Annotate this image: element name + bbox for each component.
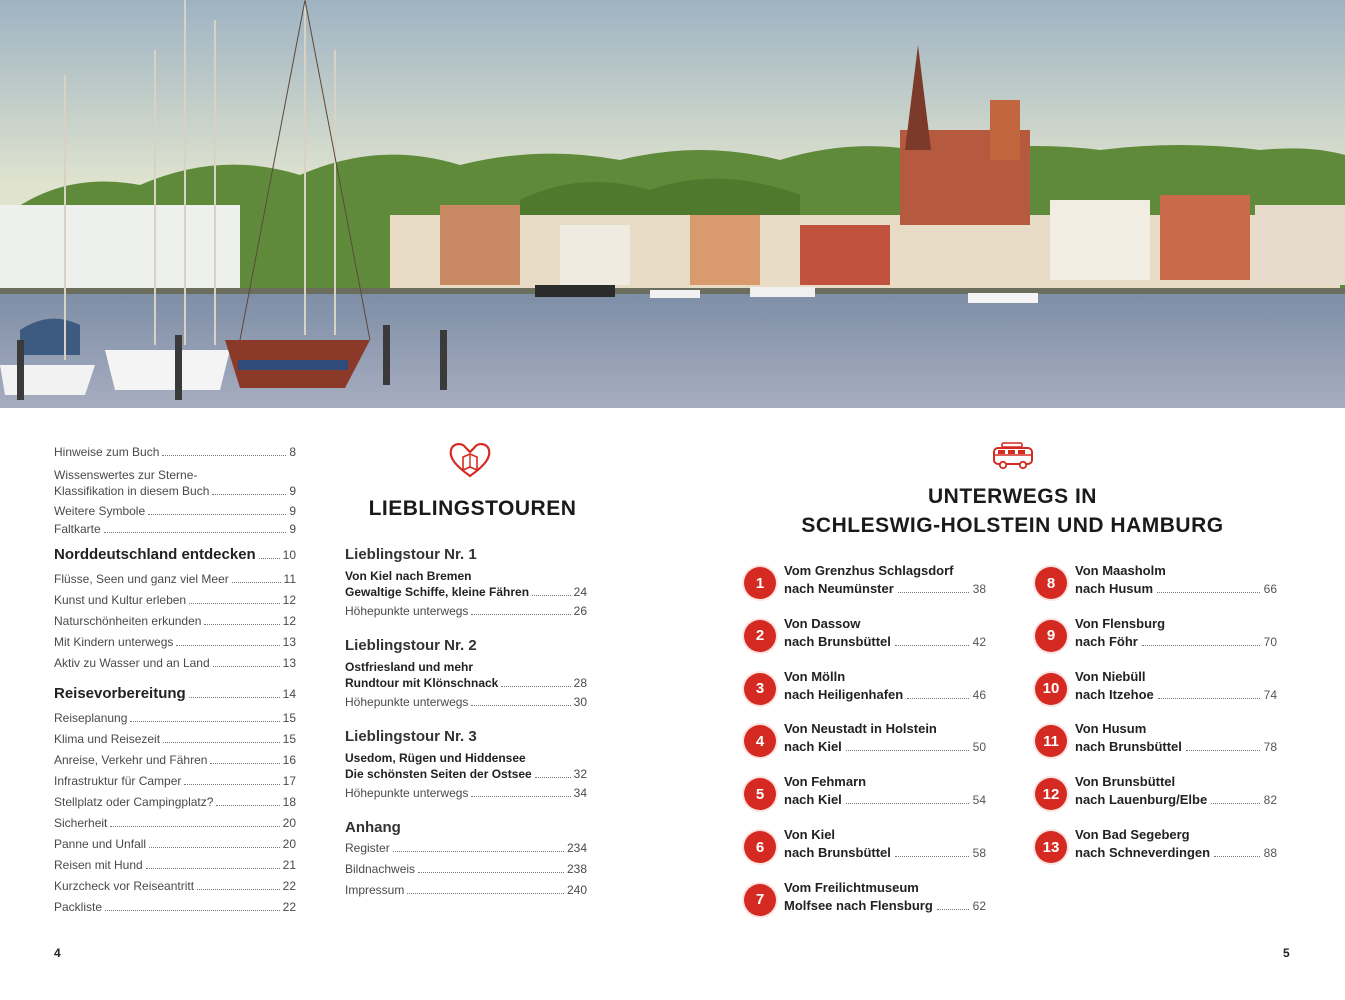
toc-section-heading[interactable]: Reisevorbereitung 14 <box>54 685 296 702</box>
route-number-badge: 13 <box>1035 831 1067 863</box>
toc-entry[interactable]: Anreise, Verkehr und Fähren 16 <box>54 753 296 767</box>
toc-entry[interactable]: Höhepunkte unterwegs 26 <box>345 604 587 618</box>
route-page: 78 <box>1263 740 1277 755</box>
toc-entry[interactable]: Kunst und Kultur erleben 12 <box>54 593 296 607</box>
tour-subtitle: Ostfriesland und mehr <box>345 660 474 674</box>
route-from: Von Neustadt in Holstein <box>784 721 937 737</box>
tour-subtitle: Von Kiel nach Bremen <box>345 569 472 583</box>
toc-entry[interactable]: Flüsse, Seen und ganz viel Meer 11 <box>54 572 296 586</box>
route-entry[interactable] <box>744 880 986 916</box>
camper-van-icon <box>991 441 1035 471</box>
route-entry[interactable] <box>744 616 986 652</box>
tour-title[interactable]: Lieblingstour Nr. 3 <box>345 728 477 745</box>
route-number-badge: 2 <box>744 620 776 652</box>
route-to: nach Brunsbüttel <box>1075 739 1182 755</box>
route-entry[interactable] <box>744 669 986 705</box>
toc-entry[interactable]: Stellplatz oder Campingplatz? 18 <box>54 795 296 809</box>
route-entry[interactable] <box>744 721 986 757</box>
lieblingstouren-heading: LIEBLINGSTOUREN <box>368 497 577 520</box>
route-from: Von Bad Segeberg <box>1075 827 1190 842</box>
route-to: nach Brunsbüttel <box>784 845 891 860</box>
toc-entry[interactable]: Panne und Unfall 20 <box>54 837 296 851</box>
route-entry[interactable] <box>1035 774 1277 810</box>
lieblingstouren-list <box>345 540 587 904</box>
route-page: 50 <box>972 740 986 755</box>
route-page: 58 <box>972 846 986 860</box>
route-from: Von Maasholm <box>1075 563 1166 578</box>
toc-entry[interactable]: Packliste 22 <box>54 900 296 914</box>
unterwegs-heading-line2: SCHLESWIG-HOLSTEIN UND HAMBURG <box>801 514 1224 537</box>
route-to: nach Neumünster <box>784 581 894 596</box>
route-to: nach Lauenburg/Elbe <box>1075 792 1208 808</box>
toc-entry[interactable]: Kurzcheck vor Reiseantritt 22 <box>54 879 296 893</box>
tour-entry[interactable]: Rundtour mit Klönschnack 28 <box>345 676 587 690</box>
route-to: nach Heiligenhafen <box>784 686 904 702</box>
route-from: Von Brunsbüttel <box>1075 774 1176 790</box>
route-entry[interactable] <box>1035 616 1277 652</box>
toc-entry[interactable]: Klima und Reisezeit 15 <box>54 732 296 746</box>
route-entry[interactable] <box>1035 721 1277 757</box>
route-entry[interactable] <box>744 827 986 863</box>
tour-title[interactable]: Lieblingstour Nr. 1 <box>345 546 477 563</box>
route-number-badge: 1 <box>744 567 776 599</box>
route-number-badge: 11 <box>1035 725 1067 757</box>
route-from: Von Niebüll <box>1075 668 1146 684</box>
route-entry[interactable] <box>744 774 986 810</box>
tour-title[interactable]: Lieblingstour Nr. 2 <box>345 637 477 654</box>
route-page: 70 <box>1263 634 1277 649</box>
route-entry[interactable] <box>1035 563 1277 599</box>
route-number-badge: 6 <box>744 831 776 863</box>
toc-entry[interactable]: Weitere Symbole 9 <box>54 504 296 518</box>
route-number-badge: 10 <box>1035 673 1067 705</box>
route-page: 62 <box>972 898 986 913</box>
route-to: nach Kiel <box>784 792 842 808</box>
toc-entry[interactable]: Reiseplanung 15 <box>54 711 296 725</box>
route-number-badge: 3 <box>744 673 776 705</box>
route-number-badge: 7 <box>744 884 776 916</box>
route-page: 54 <box>972 793 986 808</box>
toc-entry[interactable]: Faltkarte 9 <box>54 522 296 536</box>
route-from: Von Fehmarn <box>784 774 867 790</box>
toc-entry[interactable]: Höhepunkte unterwegs 30 <box>345 695 587 709</box>
unterwegs-heading-line1: UNTERWEGS IN <box>928 485 1097 508</box>
toc-entry[interactable]: Bildnachweis 238 <box>345 862 587 876</box>
route-from: Vom Grenzhus Schlagsdorf <box>784 563 954 578</box>
toc-entry[interactable]: Höhepunkte unterwegs 34 <box>345 786 587 800</box>
route-to: nach Itzehoe <box>1075 686 1154 702</box>
route-to: nach Schneverdingen <box>1075 845 1211 860</box>
route-to: Molfsee nach Flensburg <box>784 897 933 913</box>
toc-entry[interactable]: Infrastruktur für Camper 17 <box>54 774 296 788</box>
route-from: Von Mölln <box>784 668 846 684</box>
route-page: 42 <box>972 634 986 649</box>
tour-entry[interactable]: Die schönsten Seiten der Ostsee 32 <box>345 767 587 781</box>
route-number-badge: 4 <box>744 725 776 757</box>
heart-map-icon <box>446 440 494 480</box>
route-entry[interactable] <box>744 563 986 599</box>
route-to: nach Husum <box>1075 581 1154 596</box>
toc-entry-line: Klassifikation in diesem Buch <box>54 484 210 498</box>
route-number-badge: 5 <box>744 778 776 810</box>
toc-entry[interactable]: Naturschönheiten erkunden 12 <box>54 614 296 628</box>
route-entry[interactable] <box>1035 827 1277 863</box>
route-from: Von Kiel <box>784 827 836 842</box>
route-number-badge: 9 <box>1035 620 1067 652</box>
page-number-left: 4 <box>54 946 61 960</box>
route-from: Von Dassow <box>784 615 861 631</box>
toc-entry[interactable]: Sicherheit 20 <box>54 816 296 830</box>
harbour-panorama-photo <box>0 0 1345 408</box>
anhang-title[interactable]: Anhang <box>345 819 401 836</box>
left-toc <box>54 445 296 921</box>
tour-subtitle: Usedom, Rügen und Hiddensee <box>345 751 526 765</box>
route-to: nach Kiel <box>784 739 842 755</box>
tour-entry[interactable]: Gewaltige Schiffe, kleine Fähren 24 <box>345 585 587 599</box>
page-number-right: 5 <box>1283 946 1290 960</box>
route-number-badge: 12 <box>1035 778 1067 810</box>
route-entry[interactable] <box>1035 669 1277 705</box>
route-page: 66 <box>1263 582 1277 596</box>
toc-entry[interactable]: Aktiv zu Wasser und an Land 13 <box>54 656 296 670</box>
toc-page: 9 <box>289 484 296 498</box>
route-from: Vom Freilichtmuseum <box>784 879 919 895</box>
route-page: 38 <box>972 582 986 596</box>
route-to: nach Brunsbüttel <box>784 633 891 649</box>
route-page: 82 <box>1263 793 1277 808</box>
toc-entry[interactable]: Mit Kindern unterwegs 13 <box>54 635 296 649</box>
toc-entry[interactable]: Reisen mit Hund 21 <box>54 858 296 872</box>
route-number-badge: 8 <box>1035 567 1067 599</box>
toc-entry[interactable]: Register 234 <box>345 841 587 855</box>
toc-entry-line: Wissenswertes zur Sterne- <box>54 468 198 482</box>
route-from: Von Husum <box>1075 721 1147 737</box>
route-from: Von Flensburg <box>1075 615 1166 631</box>
toc-entry[interactable]: Hinweise zum Buch 8 <box>54 445 296 459</box>
route-page: 74 <box>1263 687 1277 702</box>
toc-entry[interactable]: Impressum 240 <box>345 883 587 897</box>
route-to: nach Föhr <box>1075 633 1138 649</box>
toc-section-heading[interactable]: Norddeutschland entdecken 10 <box>54 546 296 563</box>
route-page: 46 <box>972 687 986 702</box>
route-page: 88 <box>1263 846 1277 860</box>
toc-entry[interactable] <box>54 467 296 504</box>
unterwegs-heading <box>740 482 1285 540</box>
